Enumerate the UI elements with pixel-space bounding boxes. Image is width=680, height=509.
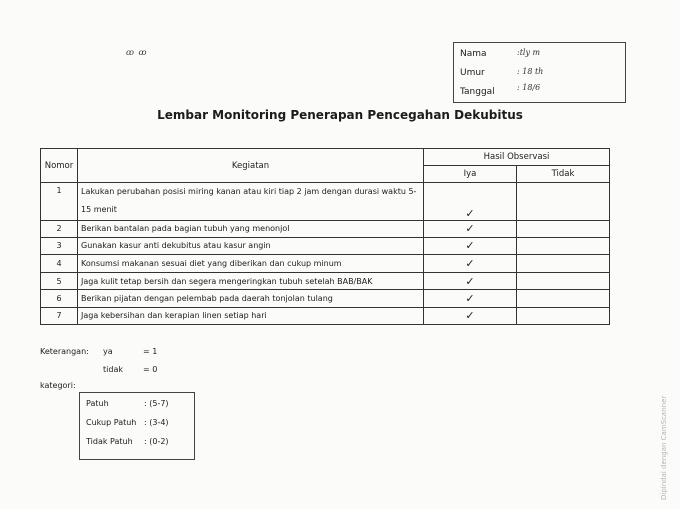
name-label: Nama bbox=[460, 49, 487, 59]
check-iya: ✓ bbox=[424, 254, 517, 272]
observation-table bbox=[40, 148, 610, 325]
kategori-range: : (3-4) bbox=[144, 418, 169, 427]
table-row bbox=[41, 183, 610, 221]
header-kegiatan: Kegiatan bbox=[78, 149, 424, 183]
age-label: Umur bbox=[460, 68, 485, 78]
table-row bbox=[41, 254, 610, 272]
check-tidak bbox=[517, 237, 610, 254]
table-row bbox=[41, 220, 610, 237]
row-number: 6 bbox=[41, 290, 78, 307]
check-iya: ✓ bbox=[424, 183, 517, 221]
check-tidak bbox=[517, 220, 610, 237]
kategori-name: Tidak Patuh bbox=[86, 437, 133, 446]
kategori-range: : (0-2) bbox=[144, 437, 169, 446]
keterangan-label: Keterangan: bbox=[40, 347, 89, 356]
kategori-name: Patuh bbox=[86, 399, 109, 408]
header-hasil-observasi: Hasil Observasi bbox=[424, 149, 610, 166]
age-value: : 18 th bbox=[517, 67, 544, 76]
row-activity: Lakukan perubahan posisi miring kanan atau kiri tiap 2 jam dengan durasi waktu 5-15 menit bbox=[78, 183, 424, 221]
kategori-name: Cukup Patuh bbox=[86, 418, 137, 427]
date-label: Tanggal bbox=[460, 87, 495, 97]
scanner-watermark: Dipindai dengan CamScanner bbox=[660, 395, 668, 500]
check-iya: ✓ bbox=[424, 220, 517, 237]
kategori-label: kategori: bbox=[40, 381, 76, 390]
row-number: 7 bbox=[41, 307, 78, 324]
check-tidak bbox=[517, 307, 610, 324]
row-number: 5 bbox=[41, 273, 78, 290]
check-iya: ✓ bbox=[424, 273, 517, 290]
row-number: 4 bbox=[41, 254, 78, 272]
row-activity: Konsumsi makanan sesuai diet yang diberikan dan cukup minum bbox=[78, 254, 424, 272]
ya-label: ya bbox=[103, 347, 113, 356]
check-iya: ✓ bbox=[424, 290, 517, 307]
identity-box bbox=[453, 42, 626, 103]
row-number: 3 bbox=[41, 237, 78, 254]
check-iya: ✓ bbox=[424, 237, 517, 254]
check-iya: ✓ bbox=[424, 307, 517, 324]
tidak-label: tidak bbox=[103, 365, 123, 374]
table-row bbox=[41, 307, 610, 324]
check-tidak bbox=[517, 254, 610, 272]
kategori-range: : (5-7) bbox=[144, 399, 169, 408]
check-tidak bbox=[517, 273, 610, 290]
check-tidak bbox=[517, 290, 610, 307]
tidak-value: = 0 bbox=[143, 365, 158, 374]
date-value: : 18/6 bbox=[517, 83, 541, 92]
check-tidak bbox=[517, 183, 610, 221]
header-tidak: Tidak bbox=[517, 166, 610, 183]
ya-value: = 1 bbox=[143, 347, 158, 356]
header-nomor: Nomor bbox=[41, 149, 78, 183]
header-iya: Iya bbox=[424, 166, 517, 183]
row-number: 2 bbox=[41, 220, 78, 237]
row-number: 1 bbox=[41, 183, 78, 221]
table-row bbox=[41, 237, 610, 254]
row-activity: Jaga kebersihan dan kerapian linen setiap hari bbox=[78, 307, 424, 324]
page-title: Lembar Monitoring Penerapan Pencegahan Dekubitus bbox=[157, 108, 523, 122]
handwritten-scribble: ꝏ ꝏ bbox=[126, 48, 148, 57]
kategori-box bbox=[79, 392, 195, 460]
table-row bbox=[41, 290, 610, 307]
row-activity: Berikan pijatan dengan pelembab pada daerah tonjolan tulang bbox=[78, 290, 424, 307]
row-activity: Berikan bantalan pada bagian tubuh yang menonjol bbox=[78, 220, 424, 237]
row-activity: Gunakan kasur anti dekubitus atau kasur angin bbox=[78, 237, 424, 254]
row-activity: Jaga kulit tetap bersih dan segera mengeringkan tubuh setelah BAB/BAK bbox=[78, 273, 424, 290]
name-value: :tly m bbox=[517, 48, 541, 57]
table-row bbox=[41, 273, 610, 290]
